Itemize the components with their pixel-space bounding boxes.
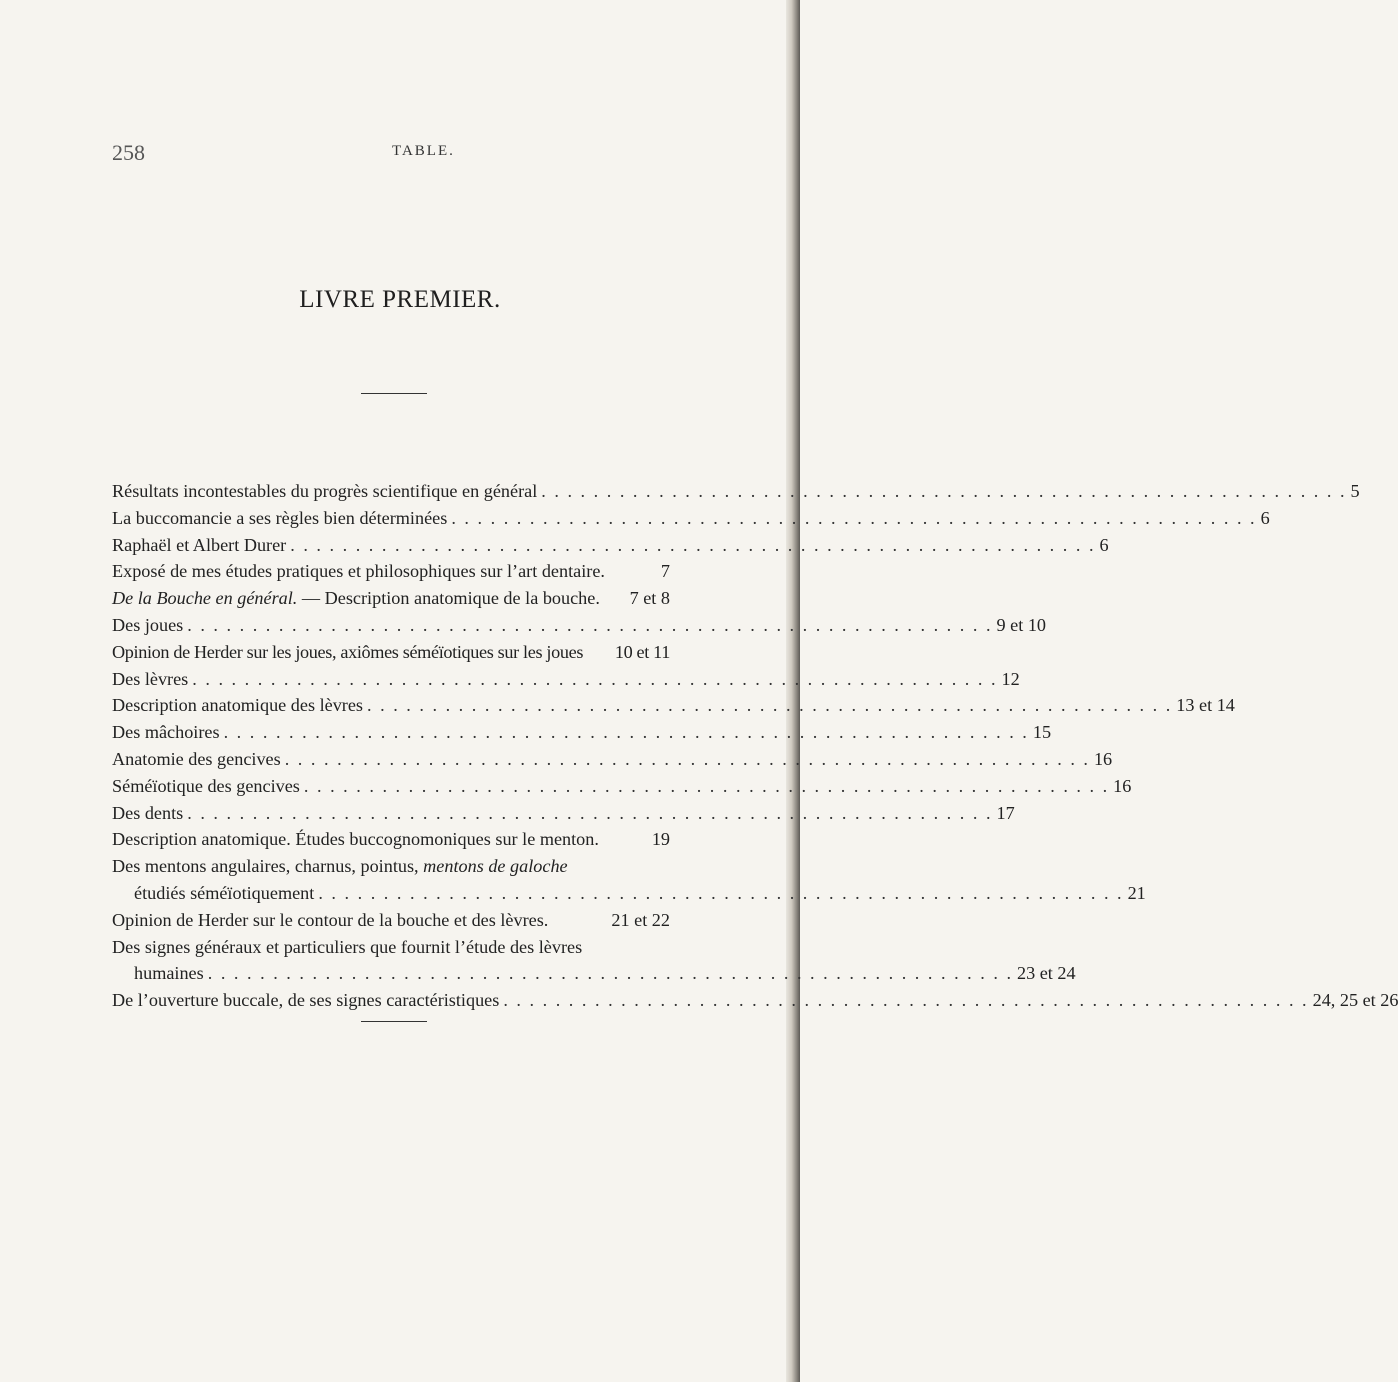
toc-entry-page: 24, 25 et 26 — [1312, 990, 1398, 1011]
toc-entry — [112, 505, 1270, 532]
toc-entry-text: Anatomie des gencives — [112, 748, 281, 769]
leader-dots — [290, 532, 1095, 559]
toc-entry-page: 16 — [1093, 748, 1113, 769]
toc-entry-page: 9 et 10 — [996, 614, 1047, 635]
toc-entry-text — [112, 585, 600, 612]
toc-entry-text: Des joues — [112, 614, 184, 635]
toc-entry — [112, 585, 670, 612]
toc-entry — [112, 666, 1020, 693]
toc-entry-continuation — [112, 960, 1076, 987]
toc-entry-text: La buccomancie a ses règles bien déterminées — [112, 507, 448, 528]
toc-entry-text: Opinion de Herder sur les joues, axiômes séméïotiques sur les joues — [112, 641, 584, 662]
leader-dots — [224, 719, 1029, 746]
toc-entry — [112, 532, 1109, 559]
toc-entry-text: Des mâchoires — [112, 722, 220, 743]
leader-dots — [208, 960, 1013, 987]
toc-entry-page: 10 et 11 — [614, 641, 670, 662]
toc-entry-page: 19 — [651, 829, 670, 850]
toc-entry-text: Raphaël et Albert Durer — [112, 534, 287, 555]
toc-entry-text-start: Des mentons angulaires, charnus, pointus, — [112, 856, 424, 877]
title-rule — [361, 393, 427, 394]
toc-entry — [112, 478, 1360, 505]
toc-entry — [112, 934, 670, 961]
leader-dots — [187, 612, 992, 639]
leader-dots — [367, 692, 1172, 719]
toc-entry-page: 13 et 14 — [1176, 695, 1235, 716]
toc-entry-text: Opinion de Herder sur le contour de la bouche et des lèvres. — [112, 909, 549, 930]
toc-entry-page: 12 — [1001, 668, 1020, 689]
toc-entry-text: Description anatomique. Études buccognomoniques sur le menton. — [112, 829, 599, 850]
toc-entry — [112, 612, 1047, 639]
toc-entry-text: humaines — [134, 963, 204, 984]
toc-entry-page: 23 et 24 — [1016, 963, 1076, 984]
toc-entry-text: Résultats incontestables du progrès scientifique en général — [112, 481, 538, 501]
toc-entry-page: 16 — [1113, 775, 1132, 796]
page-number: 258 — [112, 140, 145, 165]
toc-entry — [112, 800, 1015, 827]
toc-entry-text: Description anatomique des lèvres — [112, 695, 364, 716]
leader-dots — [451, 505, 1256, 532]
toc-entry-text-rest: — Description anatomique de la bouche. — [297, 588, 600, 609]
toc-entry-page: 21 — [1127, 882, 1146, 903]
toc-entry — [112, 987, 1398, 1014]
toc-entry-text: Exposé de mes études pratiques et philosophiques sur l’art dentaire. — [112, 561, 605, 582]
end-rule — [361, 1021, 427, 1022]
toc-entry-page: 15 — [1032, 722, 1052, 743]
toc-entry — [112, 746, 1113, 773]
table-of-contents — [112, 478, 1398, 1014]
toc-entry — [112, 853, 670, 880]
toc-entry-continuation — [112, 880, 1146, 907]
leader-dots — [304, 773, 1109, 800]
toc-entry — [112, 692, 1235, 719]
toc-entry — [112, 558, 670, 585]
toc-entry-italic: mentons de galoche — [423, 856, 568, 877]
toc-entry-page: 17 — [996, 802, 1015, 823]
book-title: LIVRE PREMIER. — [299, 286, 501, 313]
toc-entry-page: 7 et 8 — [629, 588, 670, 609]
toc-entry-text: étudiés séméïotiquement — [134, 882, 315, 903]
leader-dots — [541, 478, 1346, 505]
leader-dots — [192, 666, 997, 693]
toc-entry-text: Séméïotique des gencives — [112, 775, 300, 796]
toc-entry-text: Des lèvres — [112, 668, 189, 689]
toc-entry-page: 5 — [1350, 481, 1360, 501]
toc-entry-page: 21 et 22 — [611, 909, 670, 930]
toc-entry — [112, 719, 1052, 746]
leader-dots — [318, 880, 1123, 907]
toc-entry-text: Des dents — [112, 802, 184, 823]
toc-entry — [112, 639, 670, 666]
toc-entry-page: 7 — [660, 561, 670, 582]
leader-dots — [503, 987, 1308, 1014]
leader-dots — [285, 746, 1090, 773]
toc-entry-text — [112, 853, 568, 880]
page-header — [112, 140, 672, 170]
toc-entry — [112, 907, 670, 934]
running-title: TABLE. — [392, 143, 455, 159]
toc-entry-page: 6 — [1099, 534, 1109, 555]
leader-dots — [187, 800, 992, 827]
toc-entry — [112, 826, 670, 853]
toc-entry — [112, 773, 1132, 800]
toc-entry-text: De l’ouverture buccale, de ses signes caractéristiques — [112, 990, 500, 1011]
toc-entry-italic: De la Bouche en général. — [112, 588, 298, 609]
toc-entry-page: 6 — [1260, 507, 1270, 528]
toc-entry-text: Des signes généraux et particuliers que fournit l’étude des lèvres — [112, 936, 583, 957]
